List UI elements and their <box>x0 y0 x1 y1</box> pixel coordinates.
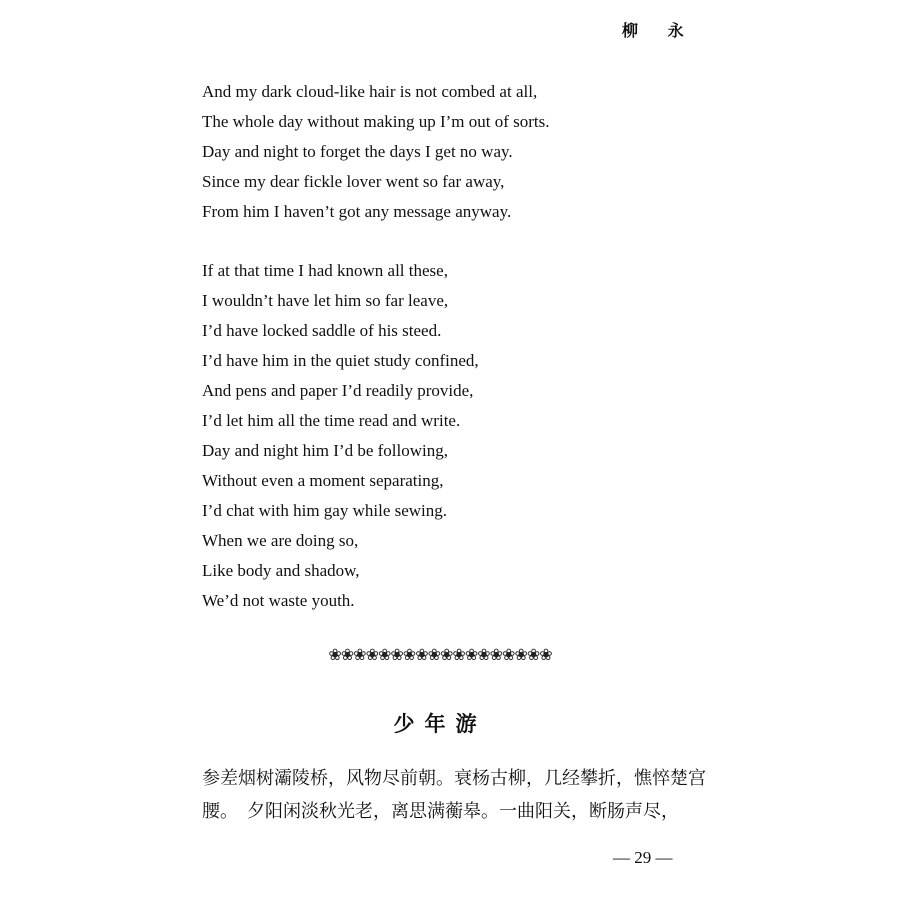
poem-line: Like body and shadow, <box>202 561 360 580</box>
poem-line: I’d chat with him gay while sewing. <box>202 501 448 520</box>
poem-line: I’d let him all the time read and write. <box>202 411 461 430</box>
running-head: 柳 永 <box>622 21 696 40</box>
poem-line: From him I haven’t got any message anyway. <box>202 202 512 221</box>
poem-line: I’d have him in the quiet study confined, <box>202 351 479 370</box>
poem-stanza-1 <box>202 77 550 227</box>
poem-line: And pens and paper I’d readily provide, <box>202 381 474 400</box>
poem-line: The whole day without making up I’m out of sorts. <box>202 112 550 131</box>
poem-line: Day and night to forget the days I get no way. <box>202 142 513 161</box>
poem-stanza-2 <box>202 256 479 616</box>
poem-line: Day and night him I’d be following, <box>202 441 448 460</box>
ci-title: 少年游 <box>393 712 487 736</box>
flower-ornament-divider: ❀❀❀❀❀❀❀❀❀❀❀❀❀❀❀❀❀❀ <box>328 647 552 664</box>
poem-line: Since my dear fickle lover went so far away, <box>202 172 505 191</box>
poem-line: When we are doing so, <box>202 531 359 550</box>
poem-line: We’d not waste youth. <box>202 591 355 610</box>
poem-line: And my dark cloud-like hair is not combed at all, <box>202 82 538 101</box>
ci-text <box>202 762 706 828</box>
ci-line: 腰。 夕阳闲淡秋光老，离思满蘅皋。一曲阳关，断肠声尽， <box>202 801 679 822</box>
poem-line: Without even a moment separating, <box>202 471 444 490</box>
poem-line: If at that time I had known all these, <box>202 261 448 280</box>
poem-line: I wouldn’t have let him so far leave, <box>202 291 449 310</box>
poem-line: I’d have locked saddle of his steed. <box>202 321 442 340</box>
page-number: — 29 — <box>613 848 673 867</box>
ci-line: 参差烟树灞陵桥，风物尽前朝。衰杨古柳，几经攀折，憔悴楚宫 <box>202 768 706 789</box>
